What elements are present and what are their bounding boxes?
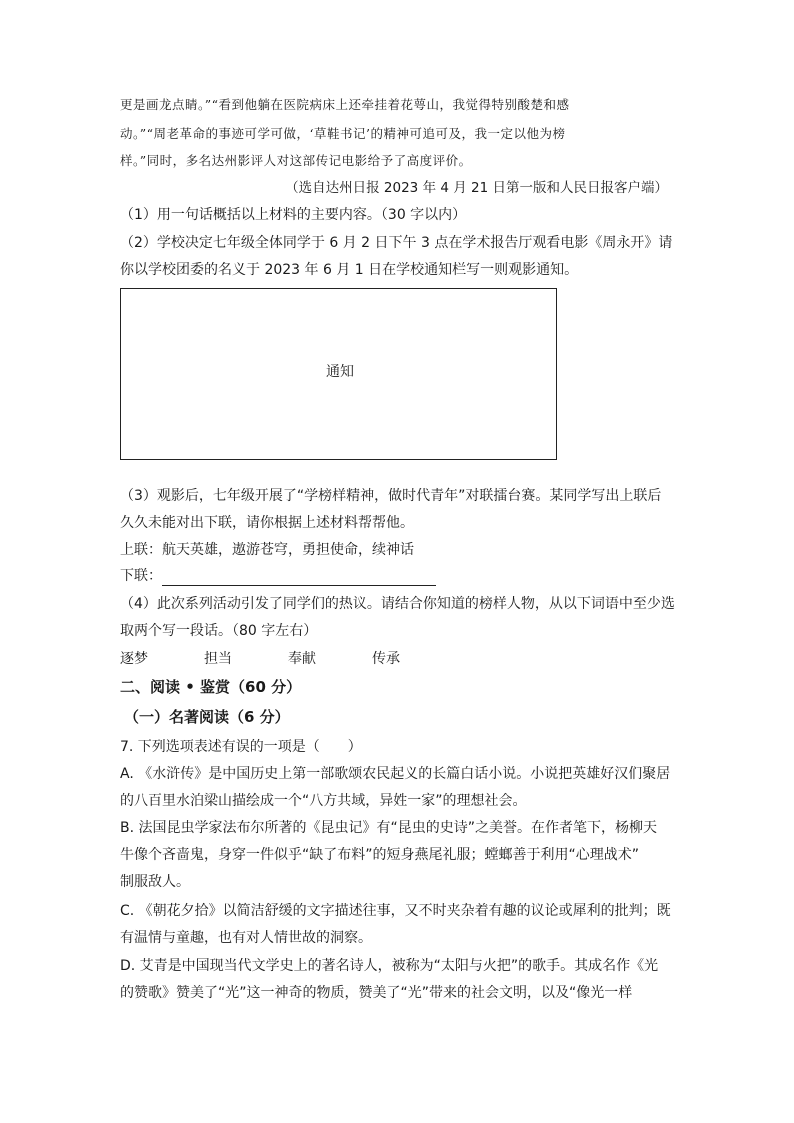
question-2-line-1: （2）学校决定七年级全体同学于 6 月 2 日下午 3 点在学术报告厅观看电影《周永开》请 [120,235,673,251]
question-7: 7. 下列选项表述有误的一项是（ ） [120,739,362,755]
section-2-heading: 二、阅读 • 鉴赏（60 分） [120,678,302,696]
lower-couplet-row [120,566,436,586]
word-choices [120,649,456,669]
word-3: 奉献 [288,651,316,667]
word-4: 传承 [372,651,400,667]
source-citation: （选自达州日报 2023 年 4 月 21 日第一版和人民日报客户端） [285,180,668,196]
option-c-line-2: 有温情与童趣，也有对人情世故的洞察。 [120,930,372,946]
option-b-line-3: 制服敌人。 [120,874,190,890]
lower-couplet-label: 下联： [120,568,162,584]
handwritten-line-1: 更是画龙点睛。”“看到他躺在医院病床上还牵挂着花萼山，我觉得特别酸楚和感 [120,97,570,112]
word-1: 逐梦 [120,651,148,667]
handwritten-line-2: 动。”“周老革命的事迹可学可做，‘草鞋书记’的精神可追可及，我一定以他为榜 [120,126,566,141]
notice-answer-box[interactable] [120,288,557,460]
option-d-line-1: D. 艾青是中国现当代文学史上的著名诗人，被称为“太阳与火把”的歌手。其成名作《光 [120,958,659,974]
question-4-line-1: （4）此次系列活动引发了同学们的热议。请结合你知道的榜样人物，从以下词语中至少选 [120,596,675,612]
option-c-line-1: C. 《朝花夕拾》以简洁舒缓的文字描述往事，又不时夹杂着有趣的议论或犀利的批判；既 [120,903,671,919]
question-3-line-2: 久久未能对出下联，请你根据上述材料帮帮他。 [120,515,414,531]
notice-title: 通知 [326,364,354,380]
option-a-line-1: A. 《水浒传》是中国历史上第一部歌颂农民起义的长篇白话小说。小说把英雄好汉们聚居 [120,766,671,782]
option-b-line-2: 牛像个吝啬鬼，身穿一件似乎“缺了布料”的短身燕尾礼服；螳螂善于利用“心理战术” [120,847,640,863]
question-3-line-1: （3）观影后，七年级开展了“学榜样精神，做时代青年”对联擂台赛。某同学写出上联后 [120,488,662,504]
question-2-line-2: 你以学校团委的名义于 2023 年 6 月 1 日在学校通知栏写一则观影通知。 [120,262,579,278]
lower-couplet-answer-line[interactable] [162,569,436,586]
upper-couplet: 上联：航天英雄，遨游苍穹，勇担使命，续神话 [120,542,414,558]
handwritten-line-3: 样。”同时，多名达州影评人对这部传记电影给予了高度评价。 [120,153,472,168]
subsection-1-heading: （一）名著阅读（6 分） [124,708,290,726]
option-d-line-2: 的赞歌》赞美了“光”这一神奇的物质，赞美了“光”带来的社会文明，以及“像光一样 [120,985,633,1001]
question-1: （1）用一句话概括以上材料的主要内容。（30 字以内） [120,207,467,223]
word-2: 担当 [204,651,232,667]
option-b-line-1: B. 法国昆虫学家法布尔所著的《昆虫记》有“昆虫的史诗”之美誉。在作者笔下，杨柳天 [120,820,658,836]
question-4-line-2: 取两个写一段话。（80 字左右） [120,623,318,639]
option-a-line-2: 的八百里水泊梁山描绘成一个“八方共域，异姓一家”的理想社会。 [120,793,527,809]
